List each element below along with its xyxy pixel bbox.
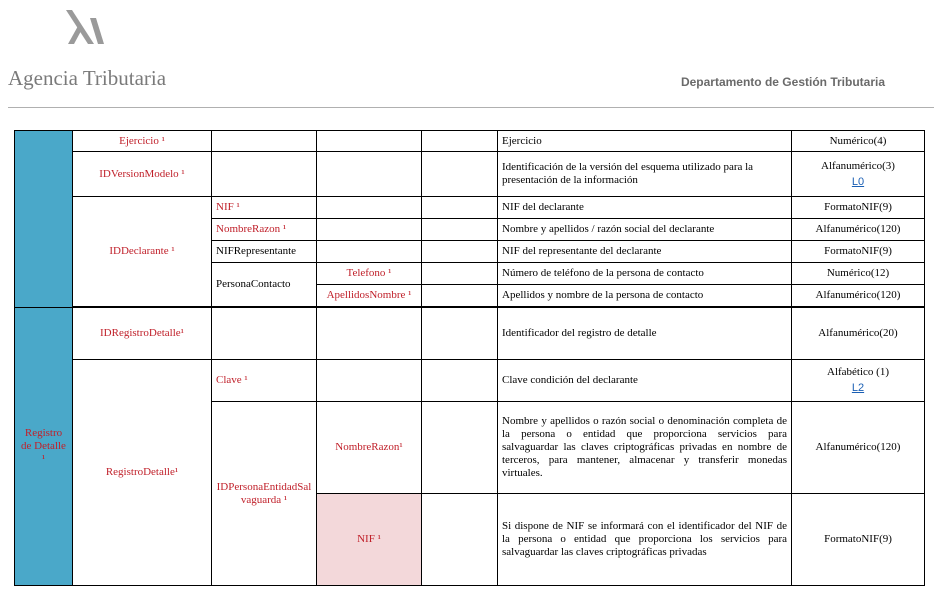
- field-description: Nombre y apellidos / razón social del declarante: [498, 219, 792, 241]
- table-row: [15, 197, 925, 219]
- field-format: Alfanumérico(120): [792, 219, 925, 241]
- table-row: [15, 131, 925, 152]
- field-format: Numérico(12): [792, 263, 925, 285]
- field-description: Identificación de la versión del esquema utilizado para la presentación de la información: [498, 152, 792, 197]
- field-format: Alfanumérico(20): [792, 308, 925, 360]
- field-format: FormatoNIF(9): [792, 494, 925, 586]
- department-title: Departamento de Gestión Tributaria: [680, 75, 885, 89]
- field-name: ApellidosNombre ¹: [317, 285, 422, 307]
- table-row: [15, 308, 925, 360]
- field-name: IDVersionModelo ¹: [73, 152, 212, 197]
- field-format: Alfabético (1): [827, 366, 889, 378]
- field-format: FormatoNIF(9): [792, 197, 925, 219]
- field-format: Alfanumérico(120): [792, 285, 925, 307]
- field-name: RegistroDetalle¹: [73, 360, 212, 586]
- field-format: Alfanumérico(120): [792, 402, 925, 494]
- field-format: Alfanumérico(3): [821, 159, 895, 172]
- field-name: NombreRazon ¹: [212, 219, 317, 241]
- table-row: [15, 152, 925, 197]
- agencia-tributaria-logo-icon: [64, 8, 106, 46]
- field-description: Ejercicio: [498, 131, 792, 152]
- format-link[interactable]: L0: [851, 175, 865, 188]
- field-name: IDRegistroDetalle¹: [73, 308, 212, 360]
- field-description: NIF del declarante: [498, 197, 792, 219]
- field-name: Ejercicio ¹: [73, 131, 212, 152]
- format-link[interactable]: L2: [851, 382, 865, 394]
- registro-detalle-block: Registro de Detalle ¹: [15, 308, 73, 586]
- field-description: Número de teléfono de la persona de contacto: [498, 263, 792, 285]
- field-name: NIF ¹: [317, 494, 422, 586]
- agency-name: Agencia Tributaria: [8, 66, 167, 90]
- field-name: NIF ¹: [212, 197, 317, 219]
- field-format: FormatoNIF(9): [792, 241, 925, 263]
- field-description: Si dispone de NIF se informará con el identificador del NIF de la persona o entidad que proporciona los servicios para salvaguardar las claves criptográficas privadas: [498, 494, 792, 586]
- field-format: Numérico(4): [792, 131, 925, 152]
- table-row: [15, 360, 925, 402]
- field-name: Clave ¹: [212, 360, 317, 402]
- field-format-cell: [792, 360, 925, 402]
- field-name: IDDeclarante ¹: [73, 197, 212, 307]
- field-name: Telefono ¹: [317, 263, 422, 285]
- field-name: IDPersonaEntidadSalvaguarda ¹: [212, 402, 317, 586]
- field-description: Apellidos y nombre de la persona de contacto: [498, 285, 792, 307]
- field-name: NIFRepresentante: [212, 241, 317, 263]
- field-description: Nombre y apellidos o razón social o denominación completa de la persona o entidad que proporciona servicios para salvaguardar las claves criptográficas privadas en nombre de terceros, para mantener, almacenar y transferir monedas virtuales.: [498, 402, 792, 494]
- field-name: PersonaContacto: [212, 263, 317, 307]
- field-description: NIF del representante del declarante: [498, 241, 792, 263]
- header-block-cell: [15, 131, 73, 308]
- record-structure-table: [14, 130, 925, 586]
- field-name: NombreRazon¹: [317, 402, 422, 494]
- field-format-cell: [792, 152, 925, 197]
- field-description: Identificador del registro de detalle: [498, 308, 792, 360]
- field-description: Clave condición del declarante: [498, 360, 792, 402]
- header-divider: [8, 107, 934, 108]
